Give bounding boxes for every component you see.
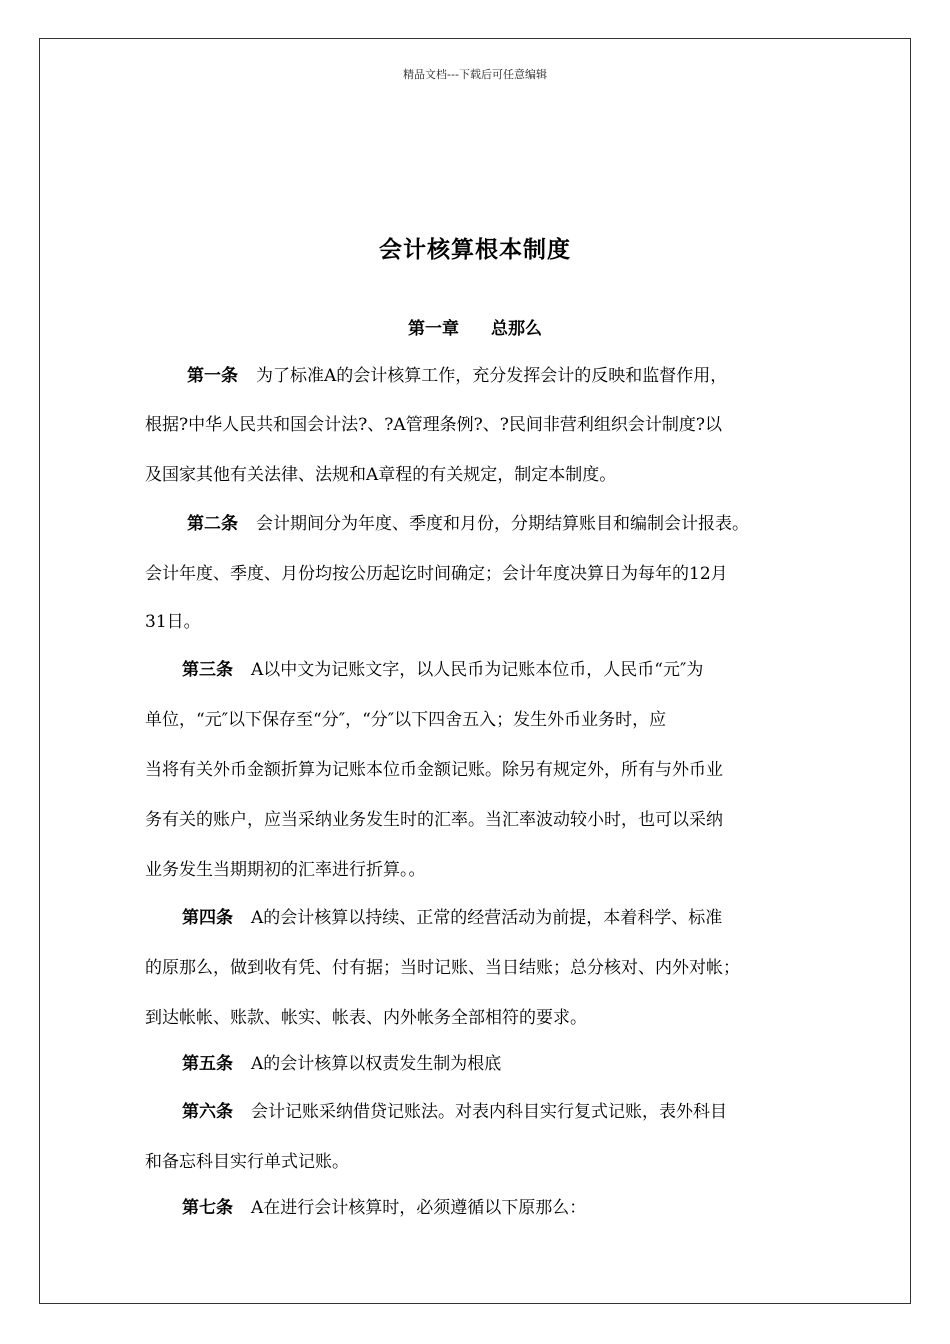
article-1-line-1 [187,364,727,388]
article-2-line-3: 31日。 [145,612,201,632]
article-3-line-2: 单位，“元″以下保存至“分″，“分″以下四舍五入；发生外币业务时，应 [145,710,667,730]
article-3-label: 第三条 [182,660,233,680]
article-3-line-3: 当将有关外币金额折算为记账本位币金额记账。除另有规定外，所有与外币业 [145,760,723,780]
article-4-line-1 [182,906,722,930]
article-4-text-1: A的会计核算以持续、正常的经营活动为前提，本着科学、标准 [251,908,723,928]
article-1-line-3: 及国家其他有关法律、法规和A章程的有关规定，制定本制度。 [145,465,617,485]
article-6-line-2: 和备忘科目实行单式记账。 [145,1152,349,1172]
article-3-line-5: 业务发生当期期初的汇率进行折算。。 [145,860,426,880]
article-5-text-1: A的会计核算以权责发生制为根底 [251,1054,502,1074]
chapter-heading [0,317,950,341]
article-6-line-1 [182,1100,727,1124]
article-3-line-4: 务有关的账户，应当采纳业务发生时的汇率。当汇率波动较小时，也可以采纳 [145,810,723,830]
article-3-text-1: A以中文为记账文字，以人民币为记账本位币，人民币“元″为 [251,660,704,680]
article-2-line-2: 会计年度、季度、月份均按公历起讫时间确定；会计年度决算日为每年的12月 [145,564,728,584]
document-title: 会计核算根本制度 [379,237,571,263]
article-2-label: 第二条 [187,514,238,534]
article-2-line-1 [187,512,749,536]
article-7-text-1: A在进行会计核算时，必须遵循以下原那么： [251,1198,587,1218]
article-7-label: 第七条 [182,1198,233,1218]
article-1-text-1: 为了标准A的会计核算工作，充分发挥会计的反映和监督作用， [256,366,728,386]
article-1-line-2: 根据?中华人民共和国会计法?、?A管理条例?、?民间非营利组织会计制度?以 [145,415,722,435]
article-5-label: 第五条 [182,1054,233,1074]
article-4-line-3: 到达帐帐、账款、帐实、帐表、内外帐务全部相符的要求。 [145,1008,587,1028]
chapter-name: 总那么 [491,319,542,339]
article-4-label: 第四条 [182,908,233,928]
header-note: 精品文档---下载后可任意编辑 [403,68,547,81]
article-2-text-1: 会计期间分为年度、季度和月份，分期结算账目和编制会计报表。 [256,514,749,534]
article-5-line-1 [182,1052,501,1076]
article-3-line-1 [182,658,703,682]
chapter-number: 第一章 [408,319,459,339]
article-1-label: 第一条 [187,366,238,386]
article-6-label: 第六条 [182,1102,233,1122]
article-4-line-2: 的原那么，做到收有凭、付有据；当时记账、当日结账；总分核对、内外对帐； [145,958,740,978]
article-6-text-1: 会计记账采纳借贷记账法。对表内科目实行复式记账，表外科目 [251,1102,727,1122]
article-7-line-1 [182,1196,586,1220]
